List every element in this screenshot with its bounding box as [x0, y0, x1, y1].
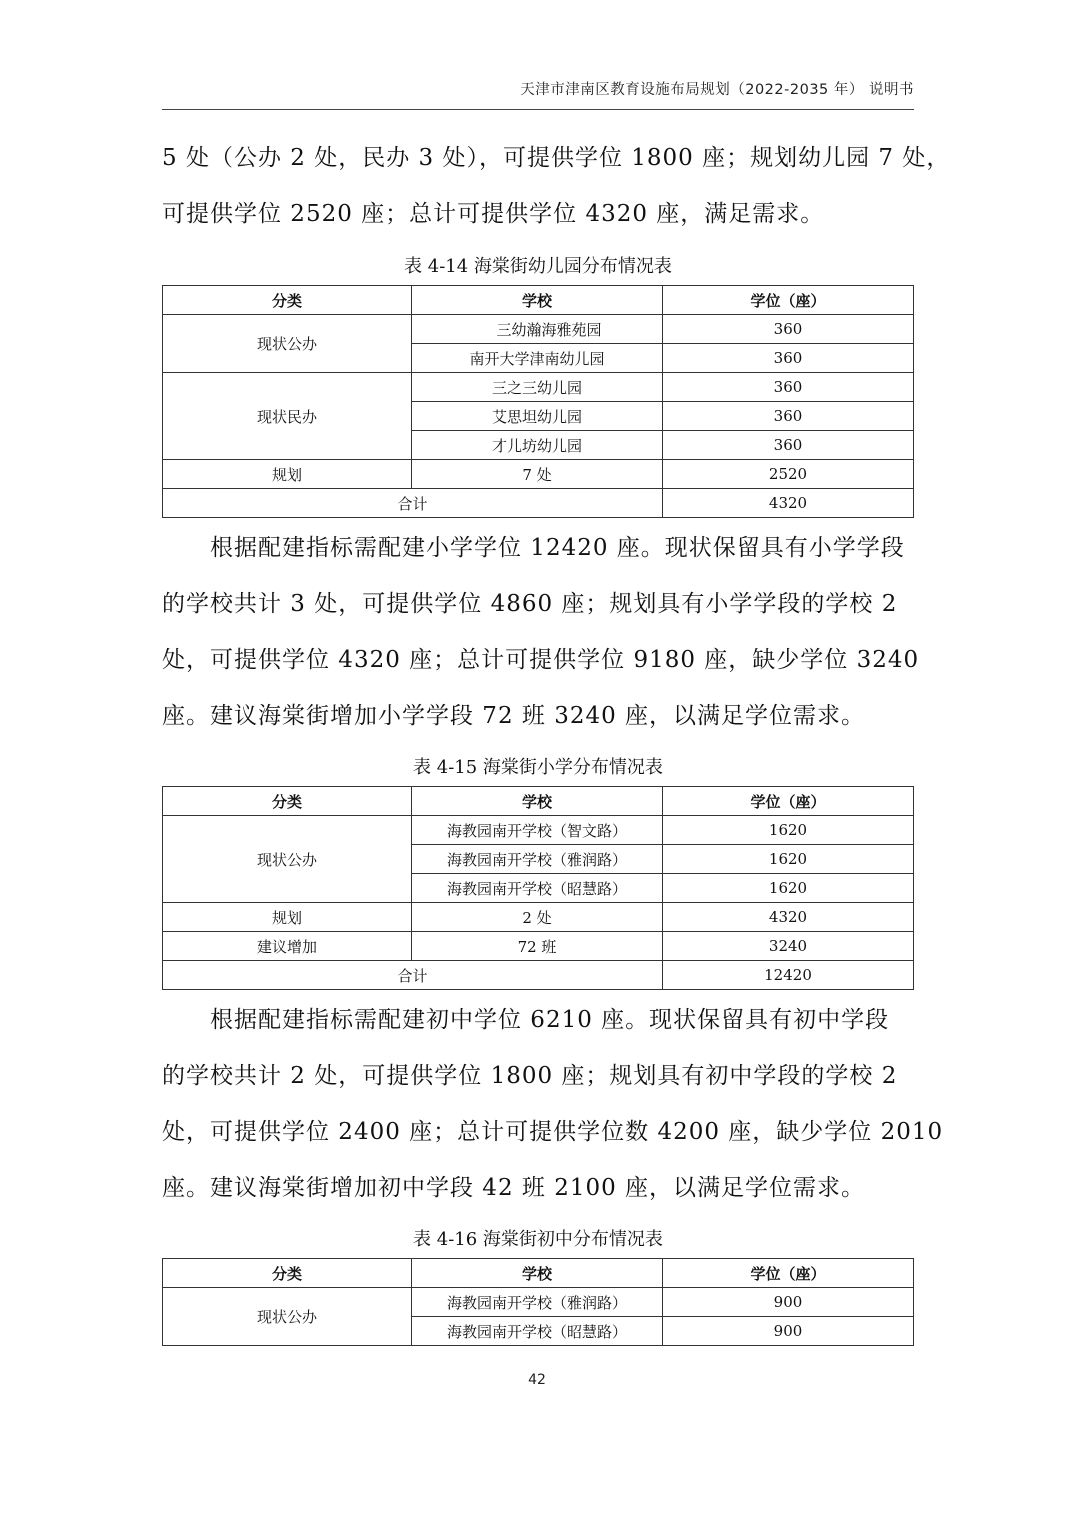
paragraph-line: 的学校共计 3 处，可提供学位 4860 座；规划具有小学学段的学校 2	[162, 591, 898, 617]
table-total-row	[163, 961, 914, 990]
total-seats-cell: 4320	[663, 489, 914, 518]
table-row	[163, 903, 914, 932]
seats-cell: 360	[663, 373, 914, 402]
school-cell: 7 处	[412, 460, 663, 489]
category-cell: 现状民办	[163, 373, 412, 460]
paragraph-line: 可提供学位 2520 座；总计可提供学位 4320 座，满足需求。	[162, 201, 825, 227]
column-header: 分类	[163, 787, 412, 816]
table-caption: 表 4-16 海棠街初中分布情况表	[413, 1229, 663, 1250]
school-cell: 艾思坦幼儿园	[412, 402, 663, 431]
school-cell: 海教园南开学校（雅润路）	[412, 1288, 663, 1317]
paragraph-line: 处，可提供学位 4320 座；总计可提供学位 9180 座，缺少学位 3240	[162, 647, 920, 673]
seats-cell: 2520	[663, 460, 914, 489]
paragraph-line: 座。建议海棠街增加小学学段 72 班 3240 座，以满足学位需求。	[162, 703, 866, 729]
table-header-row	[163, 787, 914, 816]
total-label-cell: 合计	[163, 961, 663, 990]
paragraph-line: 根据配建指标需配建小学学位 12420 座。现状保留具有小学学段	[210, 535, 905, 561]
table-caption: 表 4-14 海棠街幼儿园分布情况表	[404, 256, 672, 277]
kindergarten-table	[162, 285, 914, 518]
table-caption: 表 4-15 海棠街小学分布情况表	[413, 757, 663, 778]
category-cell: 规划	[163, 903, 412, 932]
category-cell: 规划	[163, 460, 412, 489]
seats-cell: 900	[663, 1317, 914, 1346]
column-header: 学校	[412, 787, 663, 816]
seats-cell: 1620	[663, 816, 914, 845]
category-cell: 现状公办	[163, 816, 412, 903]
table-row	[163, 816, 914, 845]
paragraph-line: 根据配建指标需配建初中学位 6210 座。现状保留具有初中学段	[210, 1007, 890, 1033]
column-header: 学位（座）	[663, 286, 914, 315]
paragraph-kindergarten	[162, 130, 951, 242]
school-cell: 海教园南开学校（昭慧路）	[412, 1317, 663, 1346]
table-header-row	[163, 286, 914, 315]
column-header: 学位（座）	[663, 1259, 914, 1288]
seats-cell: 360	[663, 402, 914, 431]
seats-cell: 900	[663, 1288, 914, 1317]
table-header-row	[163, 1259, 914, 1288]
seats-cell: 1620	[663, 845, 914, 874]
seats-cell: 4320	[663, 903, 914, 932]
paragraph-line: 5 处（公办 2 处，民办 3 处），可提供学位 1800 座；规划幼儿园 7 处，	[162, 145, 951, 171]
category-cell: 现状公办	[163, 1288, 412, 1346]
column-header: 分类	[163, 286, 412, 315]
seats-cell: 360	[663, 431, 914, 460]
category-cell: 现状公办	[163, 315, 412, 373]
seats-cell: 1620	[663, 874, 914, 903]
paragraph-primary	[162, 520, 920, 744]
page-header	[162, 76, 914, 110]
seats-cell: 360	[663, 344, 914, 373]
table-row	[163, 373, 914, 402]
paragraph-line: 的学校共计 2 处，可提供学位 1800 座；规划具有初中学段的学校 2	[162, 1063, 898, 1089]
school-cell: 三幼瀚海雅苑园	[412, 315, 663, 344]
primary-school-table	[162, 786, 914, 990]
category-cell: 建议增加	[163, 932, 412, 961]
column-header: 学校	[412, 286, 663, 315]
page-number: 42	[528, 1372, 546, 1388]
seats-cell: 3240	[663, 932, 914, 961]
paragraph-line: 处，可提供学位 2400 座；总计可提供学位数 4200 座，缺少学位 2010	[162, 1119, 944, 1145]
school-cell: 才儿坊幼儿园	[412, 431, 663, 460]
total-label-cell: 合计	[163, 489, 663, 518]
school-cell: 海教园南开学校（智文路）	[412, 816, 663, 845]
column-header: 分类	[163, 1259, 412, 1288]
table-row	[163, 460, 914, 489]
table-row	[163, 1288, 914, 1317]
table-row	[163, 315, 914, 344]
school-cell: 南开大学津南幼儿园	[412, 344, 663, 373]
paragraph-line: 座。建议海棠街增加初中学段 42 班 2100 座，以满足学位需求。	[162, 1175, 866, 1201]
total-seats-cell: 12420	[663, 961, 914, 990]
school-cell: 海教园南开学校（雅润路）	[412, 845, 663, 874]
header-title: 天津市津南区教育设施布局规划（2022-2035 年） 说明书	[520, 82, 914, 98]
column-header: 学位（座）	[663, 787, 914, 816]
column-header: 学校	[412, 1259, 663, 1288]
middle-school-table	[162, 1258, 914, 1346]
school-cell: 三之三幼儿园	[412, 373, 663, 402]
seats-cell: 360	[663, 315, 914, 344]
school-cell: 2 处	[412, 903, 663, 932]
school-cell: 海教园南开学校（昭慧路）	[412, 874, 663, 903]
school-cell: 72 班	[412, 932, 663, 961]
table-total-row	[163, 489, 914, 518]
paragraph-middle-school	[162, 992, 944, 1216]
table-row	[163, 932, 914, 961]
